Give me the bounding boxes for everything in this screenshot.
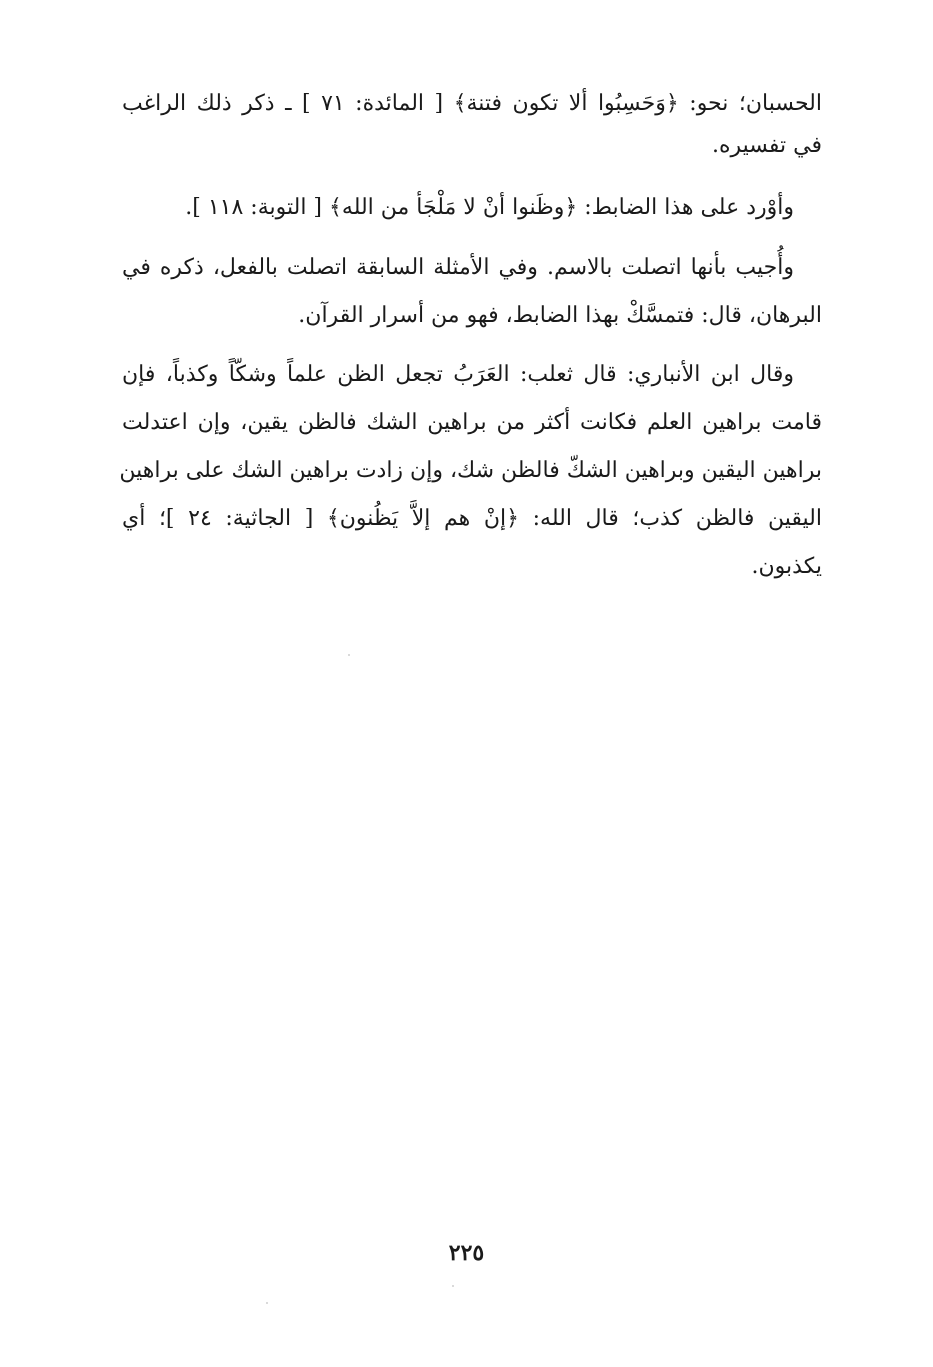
scan-speck [348, 654, 350, 656]
text-line: البرهان، قال: فتمسَّكْ بهذا الضابط، فهو من أسرار القرآن. [298, 303, 822, 328]
text-line: الحسبان؛ نحو: ﴿وَحَسِبُوا ألا تكون فتنة﴾ [ المائدة: ٧١ ] ـ ذكر ذلك الراغب [122, 91, 822, 116]
text-line: يكذبون. [751, 554, 822, 579]
text-line: براهين اليقين وبراهين الشكّ فالظن شك، وإن زادت براهين الشك على براهين [119, 458, 822, 483]
paragraph-3 [122, 248, 822, 338]
text-line: وقال ابن الأنباري: قال ثعلب: العَرَبُ تجعل الظن علماً وشكّاً وكذباً، فإن [122, 362, 794, 387]
scan-speck [266, 1302, 268, 1304]
paragraph-2 [122, 188, 822, 233]
text-line: في تفسيره. [711, 133, 822, 158]
paragraph-1 [122, 84, 822, 174]
text-line: قامت براهين العلم فكانت أكثر من براهين الشك فالظن يقين، وإن اعتدلت [122, 410, 822, 435]
text-line: وأُجيب بأنها اتصلت بالاسم. وفي الأمثلة السابقة اتصلت بالفعل، ذكره في [122, 255, 794, 280]
paragraph-4 [119, 355, 822, 595]
page-number: ٢٢٥ [448, 1240, 485, 1266]
scan-speck [452, 1285, 454, 1287]
text-line: وأوْرد على هذا الضابط: ﴿وظَنوا أنْ لا مَلْجَأ من الله﴾ [ التوبة: ١١٨ ]. [185, 195, 794, 220]
text-line: اليقين فالظن كذب؛ قال الله: ﴿إنْ هم إلاَّ يَظُنون﴾ [ الجاثية: ٢٤ ]؛ أي [122, 506, 822, 531]
